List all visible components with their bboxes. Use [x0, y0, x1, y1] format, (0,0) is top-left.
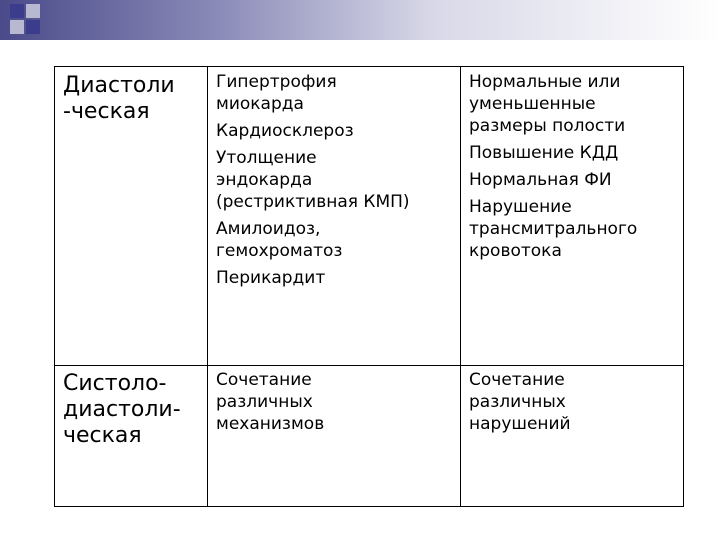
- type-label: Диастоли -ческая: [63, 73, 175, 124]
- finding-line: Нарушение: [469, 197, 572, 217]
- deco-square: [26, 20, 40, 34]
- finding-line: размеры полости: [469, 116, 626, 136]
- finding-line: нарушений: [469, 414, 571, 434]
- finding-line: уменьшенные: [469, 94, 596, 114]
- finding-line: различных: [469, 392, 566, 412]
- finding-line: трансмитрального: [469, 219, 638, 239]
- cause-line: механизмов: [216, 414, 325, 434]
- table-row: [55, 365, 683, 506]
- finding-line: кровотока: [469, 241, 562, 261]
- cause-line: (рестриктивная КМП): [216, 192, 410, 212]
- deco-square: [26, 4, 40, 18]
- cause-line: Утолщение: [216, 148, 317, 168]
- type-label: Систоло- диастоли- ческая: [63, 371, 181, 448]
- cause-line: эндокарда: [216, 170, 313, 190]
- cause-line: Гипертрофия: [216, 72, 337, 92]
- causes-cell: [208, 365, 461, 506]
- type-cell: [55, 67, 208, 365]
- header-band: [0, 0, 720, 40]
- deco-square: [10, 20, 24, 34]
- cause-line: Перикардит: [216, 268, 326, 288]
- finding-line: Нормальная ФИ: [469, 170, 612, 190]
- cause-line: гемохроматоз: [216, 241, 343, 261]
- deco-square: [10, 4, 24, 18]
- causes-cell: [208, 67, 461, 365]
- type-cell: [55, 365, 208, 506]
- finding-line: Нормальные или: [469, 72, 621, 92]
- cause-line: миокарда: [216, 94, 304, 114]
- cause-line: Амилоидоз,: [216, 219, 321, 239]
- findings-cell: [461, 365, 683, 506]
- finding-line: Повышение КДД: [469, 143, 619, 163]
- cause-line: Сочетание: [216, 370, 312, 390]
- heart-failure-table: [54, 66, 684, 507]
- table-row: [55, 67, 683, 366]
- findings-cell: [461, 67, 683, 365]
- cause-line: различных: [216, 392, 313, 412]
- finding-line: Сочетание: [469, 370, 565, 390]
- cause-line: Кардиосклероз: [216, 121, 354, 141]
